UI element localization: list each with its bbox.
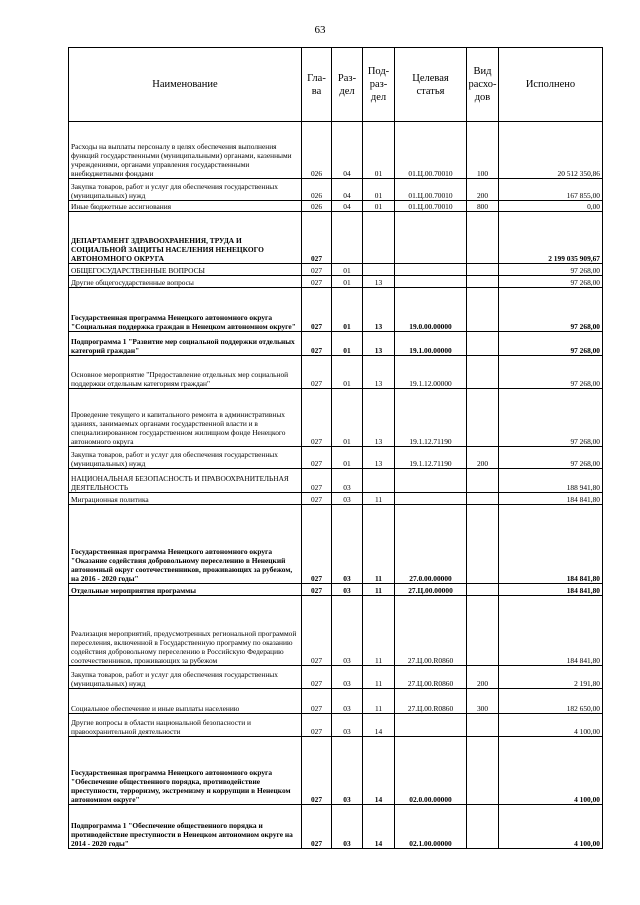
row-celevaya: 19.1.12.71190 (395, 389, 467, 447)
page-number: 63 (314, 24, 326, 36)
row-ispolneno: 97 268,00 (499, 276, 603, 288)
table-row (69, 596, 603, 666)
row-podrazdel: 14 (363, 737, 395, 805)
row-ispolneno: 4 100,00 (499, 737, 603, 805)
row-celevaya (395, 276, 467, 288)
table-row (69, 689, 603, 714)
row-name: НАЦИОНАЛЬНАЯ БЕЗОПАСНОСТЬ И ПРАВООХРАНИТЕЛЬНАЯ ДЕЯТЕЛЬНОСТЬ (69, 469, 302, 493)
row-podrazdel: 11 (363, 666, 395, 689)
row-vid: 800 (467, 201, 499, 212)
row-glava: 027 (302, 505, 332, 584)
row-podrazdel: 11 (363, 596, 395, 666)
row-glava: 026 (302, 179, 332, 201)
row-ispolneno: 4 100,00 (499, 714, 603, 737)
table-row (69, 666, 603, 689)
table-row (69, 469, 603, 493)
row-glava: 027 (302, 288, 332, 332)
row-podrazdel (363, 212, 395, 264)
row-vid (467, 805, 499, 849)
row-glava: 027 (302, 332, 332, 356)
row-celevaya: 19.1.12.71190 (395, 447, 467, 469)
row-glava: 027 (302, 212, 332, 264)
row-podrazdel: 13 (363, 288, 395, 332)
row-ispolneno: 97 268,00 (499, 264, 603, 276)
row-glava: 027 (302, 264, 332, 276)
row-ispolneno: 188 941,80 (499, 469, 603, 493)
row-podrazdel: 11 (363, 493, 395, 505)
row-vid: 200 (467, 447, 499, 469)
row-ispolneno: 97 268,00 (499, 332, 603, 356)
row-glava: 027 (302, 666, 332, 689)
row-celevaya: 01.Ц.00.70010 (395, 179, 467, 201)
row-podrazdel: 13 (363, 447, 395, 469)
table-row (69, 212, 603, 264)
row-celevaya: 02.1.00.00000 (395, 805, 467, 849)
row-name: ДЕПАРТАМЕНТ ЗДРАВООХРАНЕНИЯ, ТРУДА И СОЦИАЛЬНОЙ ЗАЩИТЫ НАСЕЛЕНИЯ НЕНЕЦКОГО АВТОНОМНОГО ОКРУГА (69, 212, 302, 264)
row-name: Закупка товаров, работ и услуг для обеспечения государственных (муниципальных) нужд (69, 447, 302, 469)
header-celevaya: Целевая статья (395, 48, 467, 122)
row-glava: 027 (302, 714, 332, 737)
row-razdel: 03 (332, 805, 363, 849)
row-celevaya: 27.Ц.00.R0860 (395, 596, 467, 666)
row-razdel: 04 (332, 122, 363, 179)
table-row (69, 332, 603, 356)
row-podrazdel: 11 (363, 505, 395, 584)
table-row (69, 288, 603, 332)
row-glava: 027 (302, 689, 332, 714)
table-row (69, 505, 603, 584)
row-name: Социальное обеспечение и иные выплаты населению (69, 689, 302, 714)
row-vid (467, 469, 499, 493)
row-razdel: 01 (332, 332, 363, 356)
row-vid (467, 332, 499, 356)
table-row (69, 264, 603, 276)
row-celevaya (395, 469, 467, 493)
table-row (69, 737, 603, 805)
table-row (69, 805, 603, 849)
row-ispolneno: 20 512 350,86 (499, 122, 603, 179)
header-name: Наименование (69, 48, 302, 122)
row-glava: 026 (302, 201, 332, 212)
row-ispolneno: 184 841,80 (499, 584, 603, 596)
row-podrazdel: 01 (363, 179, 395, 201)
table-header-row (69, 48, 603, 122)
row-razdel: 01 (332, 276, 363, 288)
table-row (69, 447, 603, 469)
row-podrazdel: 13 (363, 332, 395, 356)
row-name: Отдельные мероприятия программы (69, 584, 302, 596)
row-podrazdel: 14 (363, 805, 395, 849)
row-ispolneno: 97 268,00 (499, 389, 603, 447)
table-row (69, 276, 603, 288)
row-podrazdel: 11 (363, 584, 395, 596)
row-ispolneno: 184 841,80 (499, 493, 603, 505)
row-glava: 027 (302, 805, 332, 849)
row-name: Подпрограмма 1 "Обеспечение общественного порядка и противодействие преступности в Ненецком автономном округе на 2014 - 2020 годы" (69, 805, 302, 849)
row-razdel: 01 (332, 389, 363, 447)
row-razdel: 03 (332, 714, 363, 737)
row-name: Реализация мероприятий, предусмотренных региональной программой переселения, включенной в Государственную программу по оказанию содействия добровольному переселению в Российскую Федерацию соотечественников, проживающих за рубежом (69, 596, 302, 666)
row-razdel: 03 (332, 666, 363, 689)
row-name: Миграционная политика (69, 493, 302, 505)
row-celevaya: 01.Ц.00.70010 (395, 201, 467, 212)
row-razdel: 04 (332, 201, 363, 212)
row-name: Государственная программа Ненецкого автономного округа "Социальная поддержка граждан в Ненецком автономном округе" (69, 288, 302, 332)
row-vid: 200 (467, 666, 499, 689)
row-vid (467, 584, 499, 596)
row-celevaya (395, 714, 467, 737)
row-razdel: 01 (332, 288, 363, 332)
row-razdel: 04 (332, 179, 363, 201)
row-ispolneno: 97 268,00 (499, 447, 603, 469)
table-row (69, 179, 603, 201)
row-podrazdel: 01 (363, 122, 395, 179)
table-row (69, 201, 603, 212)
row-name: Закупка товаров, работ и услуг для обеспечения государственных (муниципальных) нужд (69, 666, 302, 689)
row-name: Проведение текущего и капитального ремонта в административных зданиях, занимаемых органами государственной власти и в специализированном государственном жилищном фонде Ненецкого автономного округа (69, 389, 302, 447)
row-glava: 027 (302, 737, 332, 805)
row-vid (467, 505, 499, 584)
row-celevaya: 19.0.00.00000 (395, 288, 467, 332)
row-podrazdel: 01 (363, 201, 395, 212)
row-glava: 027 (302, 447, 332, 469)
row-razdel: 03 (332, 689, 363, 714)
row-podrazdel: 14 (363, 714, 395, 737)
row-podrazdel (363, 469, 395, 493)
header-ispolneno: Исполнено (499, 48, 603, 122)
row-ispolneno: 2 191,80 (499, 666, 603, 689)
table-row (69, 122, 603, 179)
row-vid: 100 (467, 122, 499, 179)
table-row (69, 493, 603, 505)
header-glava: Гла- ва (302, 48, 332, 122)
row-vid (467, 596, 499, 666)
row-glava: 026 (302, 122, 332, 179)
row-vid (467, 288, 499, 332)
row-podrazdel: 13 (363, 276, 395, 288)
row-name: Другие вопросы в области национальной безопасности и правоохранительной деятельности (69, 714, 302, 737)
header-podrazdel: Под- раз- дел (363, 48, 395, 122)
row-razdel: 01 (332, 356, 363, 389)
header-razdel: Раз- дел (332, 48, 363, 122)
row-glava: 027 (302, 469, 332, 493)
row-name: Основное мероприятие "Предоставление отдельных мер социальной поддержки отдельным категориям граждан" (69, 356, 302, 389)
row-podrazdel (363, 264, 395, 276)
header-vid: Вид расхо- дов (467, 48, 499, 122)
row-vid (467, 276, 499, 288)
row-name: Расходы на выплаты персоналу в целях обеспечения выполнения функций государственными (муниципальными) органами, казенными учреждениями, органами управления государственными внебюджетными фондами (69, 122, 302, 179)
row-vid (467, 212, 499, 264)
row-razdel: 03 (332, 596, 363, 666)
row-vid (467, 264, 499, 276)
row-ispolneno: 182 650,00 (499, 689, 603, 714)
row-ispolneno: 97 268,00 (499, 288, 603, 332)
row-razdel: 03 (332, 737, 363, 805)
row-glava: 027 (302, 596, 332, 666)
row-ispolneno: 184 841,80 (499, 505, 603, 584)
table-row (69, 584, 603, 596)
row-razdel (332, 212, 363, 264)
row-razdel: 03 (332, 584, 363, 596)
table-row (69, 356, 603, 389)
row-name: ОБЩЕГОСУДАРСТВЕННЫЕ ВОПРОСЫ (69, 264, 302, 276)
budget-table (68, 47, 603, 849)
row-name: Иные бюджетные ассигнования (69, 201, 302, 212)
row-celevaya: 27.Ц.00.00000 (395, 584, 467, 596)
row-name: Закупка товаров, работ и услуг для обеспечения государственных (муниципальных) нужд (69, 179, 302, 201)
row-vid: 300 (467, 689, 499, 714)
row-glava: 027 (302, 276, 332, 288)
row-razdel: 03 (332, 469, 363, 493)
row-podrazdel: 11 (363, 689, 395, 714)
row-ispolneno: 97 268,00 (499, 356, 603, 389)
row-celevaya: 27.Ц.00.R0860 (395, 689, 467, 714)
row-name: Государственная программа Ненецкого автономного округа "Оказание содействия добровольному переселению в Ненецкий автономный округ соотечественников, проживающих за рубежом, на 2016 - 2020 годы" (69, 505, 302, 584)
row-vid (467, 493, 499, 505)
row-vid (467, 714, 499, 737)
row-glava: 027 (302, 356, 332, 389)
row-ispolneno: 167 855,00 (499, 179, 603, 201)
row-vid (467, 389, 499, 447)
row-name: Государственная программа Ненецкого автономного округа "Обеспечение общественного порядка, противодействие преступности, терроризму, экстремизму и коррупции в Ненецком автономном округе" (69, 737, 302, 805)
row-glava: 027 (302, 584, 332, 596)
row-ispolneno: 184 841,80 (499, 596, 603, 666)
row-vid (467, 737, 499, 805)
row-celevaya (395, 212, 467, 264)
row-glava: 027 (302, 493, 332, 505)
row-celevaya (395, 493, 467, 505)
row-celevaya: 19.1.00.00000 (395, 332, 467, 356)
row-celevaya: 27.Ц.00.R0860 (395, 666, 467, 689)
row-name: Подпрограмма 1 "Развитие мер социальной поддержки отдельных категорий граждан" (69, 332, 302, 356)
row-vid (467, 356, 499, 389)
row-celevaya (395, 264, 467, 276)
row-glava: 027 (302, 389, 332, 447)
row-razdel: 01 (332, 264, 363, 276)
row-celevaya: 19.1.12.00000 (395, 356, 467, 389)
row-razdel: 03 (332, 505, 363, 584)
row-celevaya: 01.Ц.00.70010 (395, 122, 467, 179)
row-celevaya: 27.0.00.00000 (395, 505, 467, 584)
row-razdel: 03 (332, 493, 363, 505)
table-row (69, 389, 603, 447)
row-podrazdel: 13 (363, 389, 395, 447)
row-name: Другие общегосударственные вопросы (69, 276, 302, 288)
row-razdel: 01 (332, 447, 363, 469)
row-ispolneno: 0,00 (499, 201, 603, 212)
row-podrazdel: 13 (363, 356, 395, 389)
row-ispolneno: 4 100,00 (499, 805, 603, 849)
row-ispolneno: 2 199 035 909,67 (499, 212, 603, 264)
row-celevaya: 02.0.00.00000 (395, 737, 467, 805)
row-vid: 200 (467, 179, 499, 201)
table-row (69, 714, 603, 737)
